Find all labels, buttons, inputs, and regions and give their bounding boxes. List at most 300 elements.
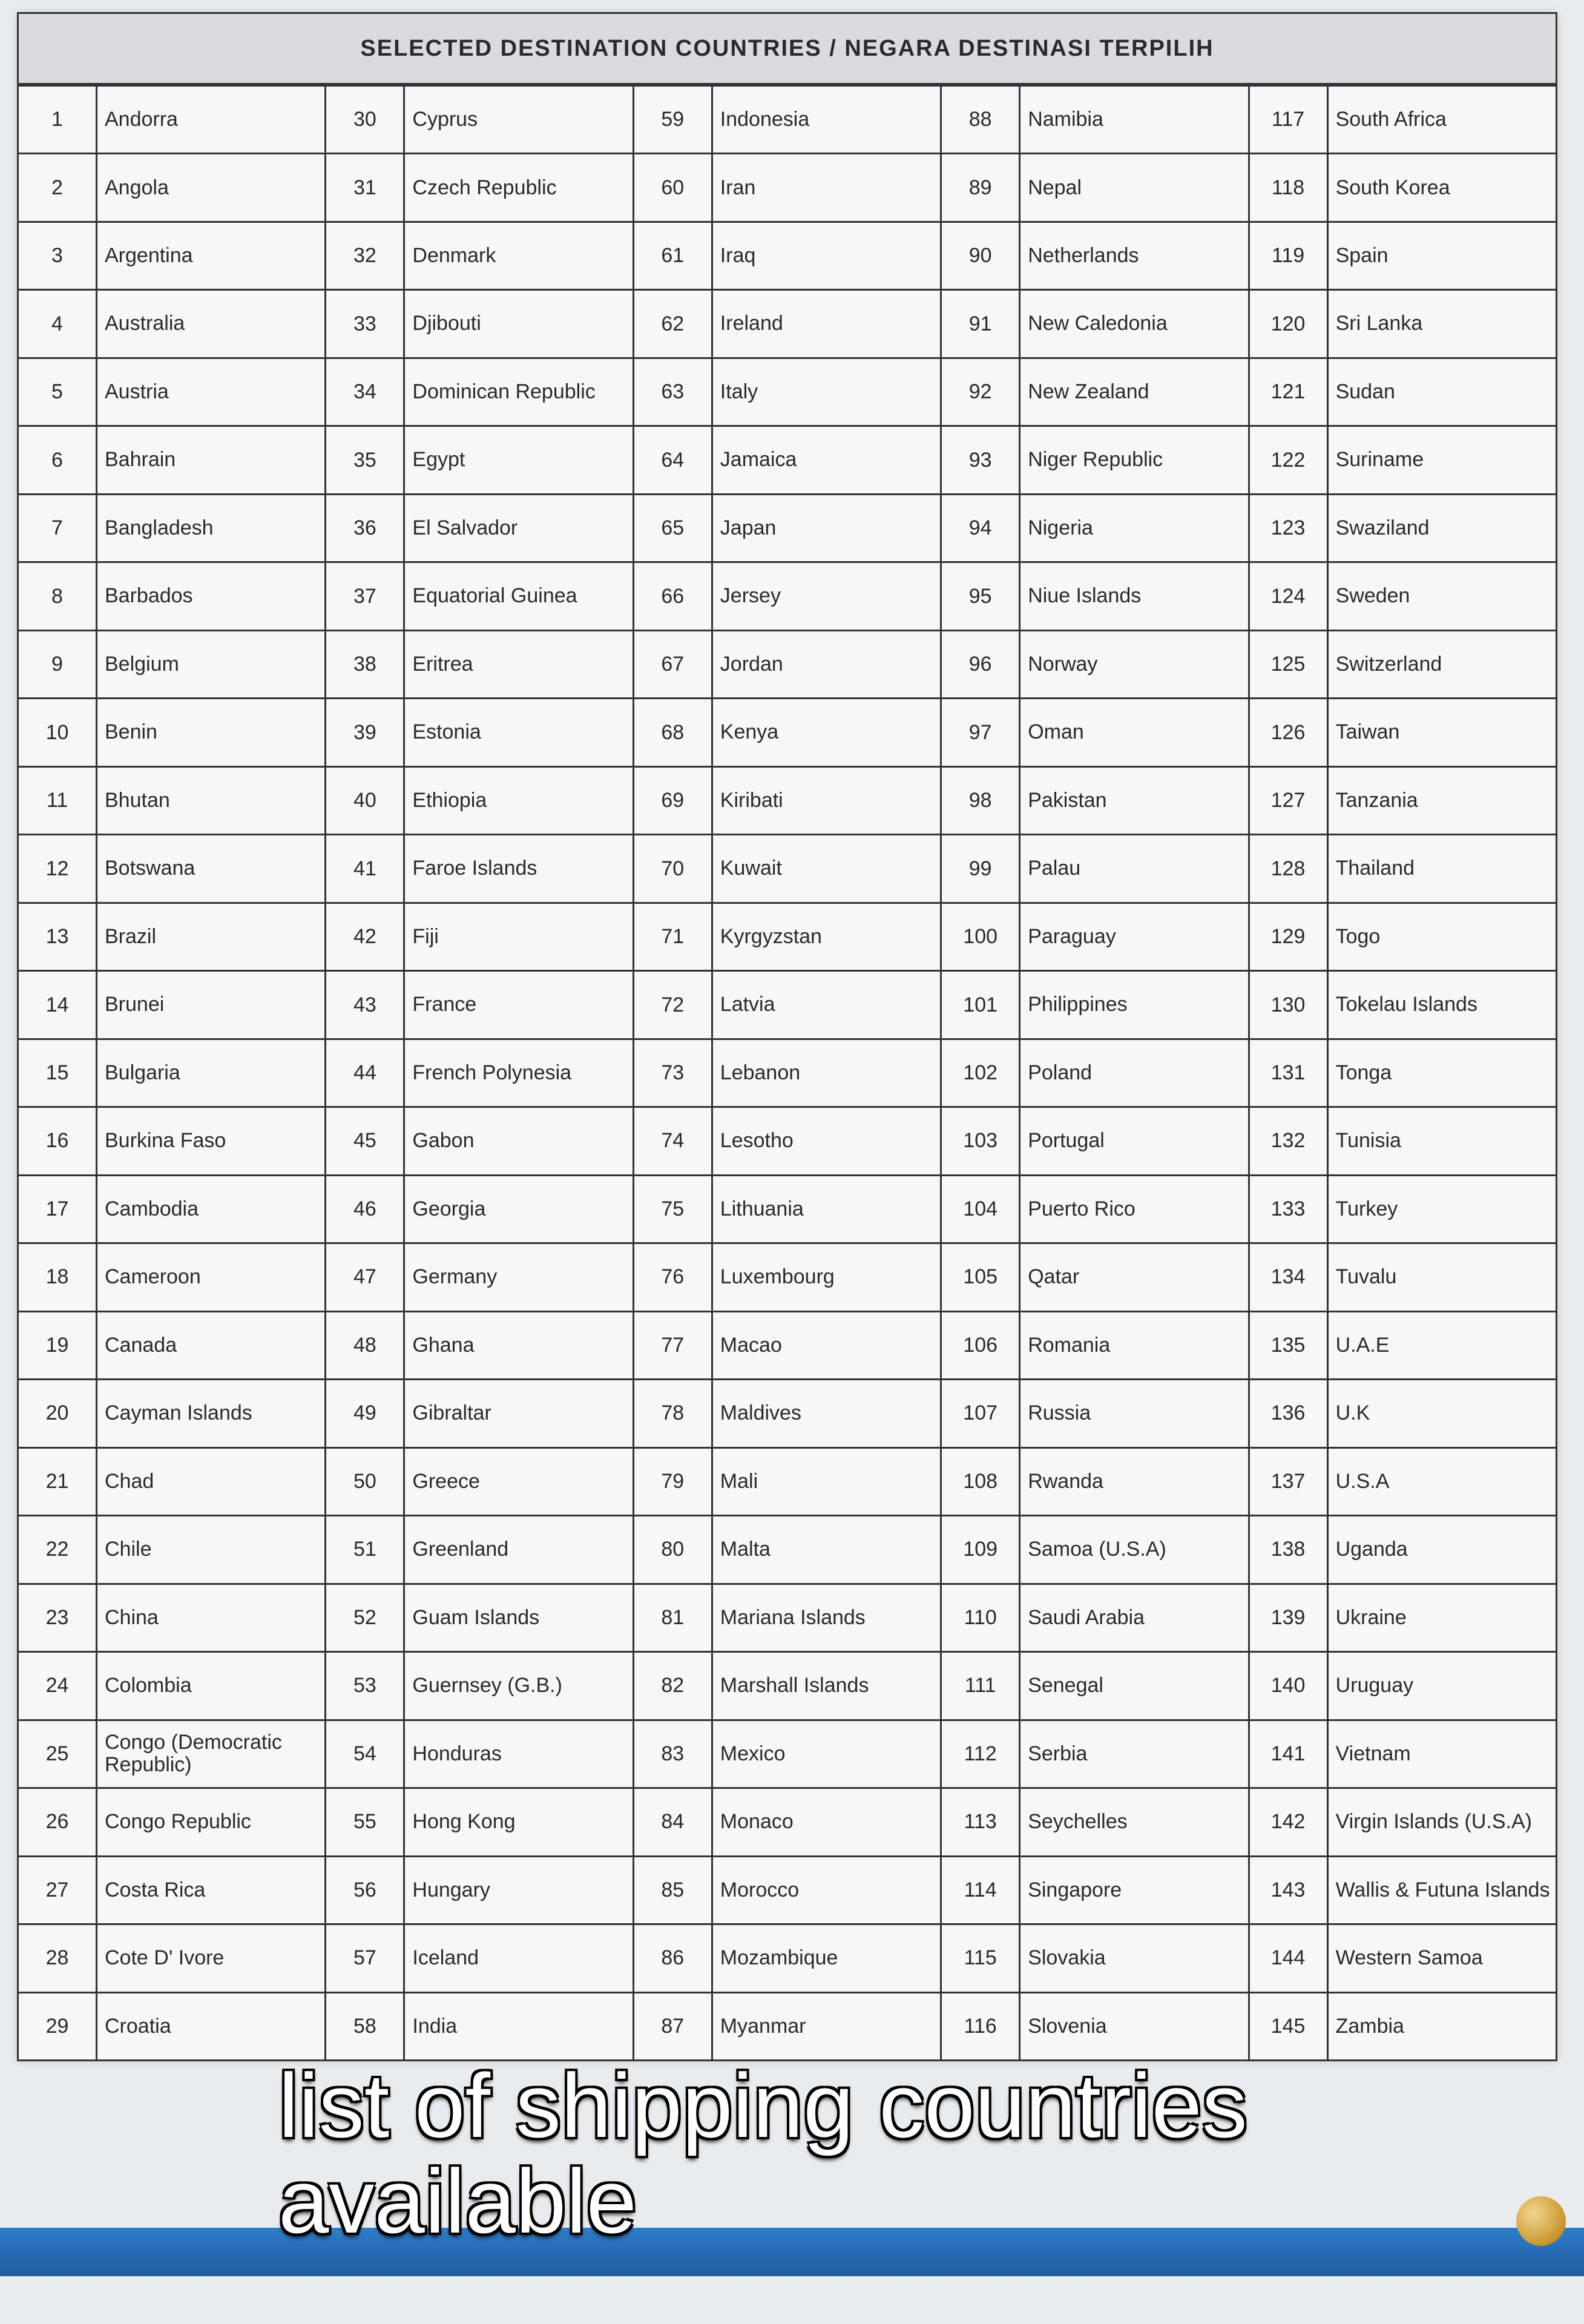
country-row [1250, 1449, 1557, 1516]
country-number: 118 [1250, 154, 1329, 220]
country-name: Tuvalu [1335, 1265, 1397, 1289]
country-name: Djibouti [412, 312, 481, 335]
country-name: Denmark [412, 244, 496, 267]
country-number: 43 [326, 972, 405, 1038]
country-row [326, 904, 634, 972]
country-number: 67 [634, 631, 713, 697]
country-name: Australia [105, 312, 185, 335]
country-row [1250, 1516, 1557, 1584]
country-name: Benin [105, 720, 157, 744]
country-number: 116 [942, 1993, 1020, 2059]
country-number: 86 [634, 1925, 713, 1991]
country-name: Palau [1028, 857, 1081, 880]
country-list-sheet [17, 12, 1557, 2061]
country-row [326, 87, 634, 154]
country-name: Ghana [412, 1333, 475, 1357]
country-name: Saudi Arabia [1028, 1605, 1145, 1629]
country-row [19, 291, 326, 358]
country-row [634, 1516, 942, 1584]
country-number: 27 [19, 1857, 97, 1923]
country-row [326, 1449, 634, 1516]
country-name: Iraq [720, 244, 756, 267]
country-name: New Caledonia [1028, 312, 1168, 335]
country-row [19, 768, 326, 835]
country-number: 64 [634, 427, 713, 493]
country-row [1250, 768, 1557, 835]
country-name: Honduras [412, 1742, 502, 1765]
country-row [19, 495, 326, 563]
country-row [1250, 1721, 1557, 1789]
country-number: 83 [634, 1721, 713, 1787]
country-name: Hungary [412, 1878, 490, 1901]
country-number: 78 [634, 1380, 713, 1446]
country-name: Tunisia [1335, 1129, 1401, 1153]
country-number: 34 [326, 359, 405, 425]
country-number: 104 [942, 1176, 1020, 1242]
country-name: Thailand [1335, 857, 1415, 880]
country-number: 73 [634, 1040, 713, 1106]
country-row [942, 1244, 1249, 1312]
country-number: 115 [942, 1925, 1020, 1991]
country-name: Canada [105, 1333, 177, 1357]
country-name: Samoa (U.S.A) [1028, 1538, 1166, 1561]
country-row [942, 1653, 1249, 1720]
country-number: 144 [1250, 1925, 1329, 1991]
country-name: Turkey [1335, 1197, 1398, 1220]
country-row [326, 1176, 634, 1244]
country-row [634, 87, 942, 154]
country-row [326, 1789, 634, 1857]
country-name: Italy [720, 380, 758, 403]
country-row [1250, 1380, 1557, 1448]
country-row [634, 768, 942, 835]
country-number: 124 [1250, 563, 1329, 629]
country-row [942, 1925, 1249, 1993]
country-number: 71 [634, 904, 713, 970]
country-name: Ethiopia [412, 788, 487, 812]
country-number: 110 [942, 1585, 1020, 1651]
country-name: U.K [1335, 1401, 1370, 1425]
country-name: South Africa [1335, 108, 1447, 131]
country-number: 23 [19, 1585, 97, 1651]
country-number: 1 [19, 87, 97, 153]
country-number: 18 [19, 1244, 97, 1310]
country-name: Andorra [105, 108, 178, 131]
country-row [326, 699, 634, 767]
country-number: 59 [634, 87, 713, 153]
country-number: 119 [1250, 223, 1329, 289]
country-name: Iceland [412, 1946, 479, 1970]
country-row [19, 1585, 326, 1653]
country-number: 88 [942, 87, 1020, 153]
country-number: 58 [326, 1993, 405, 2059]
country-number: 103 [942, 1108, 1020, 1174]
country-row [19, 1380, 326, 1448]
country-name: Congo Republic [105, 1810, 251, 1834]
country-number: 125 [1250, 631, 1329, 697]
country-row [19, 359, 326, 427]
country-name: Guernsey (G.B.) [412, 1674, 562, 1697]
country-row [326, 1857, 634, 1925]
country-row [634, 1993, 942, 2061]
country-number: 55 [326, 1789, 405, 1855]
country-name: Japan [720, 516, 777, 539]
country-row [634, 631, 942, 699]
country-number: 97 [942, 699, 1020, 765]
country-row [326, 427, 634, 495]
country-number: 50 [326, 1449, 405, 1515]
country-name: Austria [105, 380, 169, 403]
country-number: 126 [1250, 699, 1329, 765]
country-row [942, 835, 1249, 903]
country-name: Hong Kong [412, 1810, 516, 1834]
country-name: Chad [105, 1469, 154, 1493]
country-name: Brunei [105, 993, 165, 1016]
country-name: Philippines [1028, 993, 1128, 1016]
country-row [1250, 1176, 1557, 1244]
country-row [942, 1312, 1249, 1380]
country-name: Kenya [720, 720, 779, 744]
country-name: Jamaica [720, 448, 797, 472]
country-row [326, 972, 634, 1039]
photo-caption [278, 2055, 1247, 2252]
country-name: Sri Lanka [1335, 312, 1423, 335]
country-name: Taiwan [1335, 720, 1400, 744]
country-number: 72 [634, 972, 713, 1038]
country-number: 14 [19, 972, 97, 1038]
country-name: Iran [720, 176, 756, 199]
country-row [942, 291, 1249, 358]
country-name: Croatia [105, 2014, 171, 2038]
country-row [634, 972, 942, 1039]
country-name: Tonga [1335, 1061, 1392, 1084]
country-row [19, 835, 326, 903]
country-row [326, 768, 634, 835]
country-name: Mali [720, 1469, 758, 1493]
country-name: Spain [1335, 244, 1388, 267]
country-number: 26 [19, 1789, 97, 1855]
country-name: Poland [1028, 1061, 1093, 1084]
country-name: Dominican Republic [412, 380, 596, 403]
country-row [1250, 87, 1557, 154]
country-name: Tokelau Islands [1335, 993, 1477, 1016]
country-row [634, 1108, 942, 1176]
country-name: Sweden [1335, 584, 1410, 608]
country-number: 9 [19, 631, 97, 697]
country-number: 2 [19, 154, 97, 220]
country-name: Estonia [412, 720, 481, 744]
country-row [19, 1312, 326, 1380]
country-row [19, 563, 326, 631]
country-name: Jersey [720, 584, 781, 608]
country-row [19, 1516, 326, 1584]
country-number: 35 [326, 427, 405, 493]
country-row [634, 427, 942, 495]
country-row [326, 1312, 634, 1380]
country-row [942, 904, 1249, 972]
country-number: 45 [326, 1108, 405, 1174]
country-row [634, 1857, 942, 1925]
country-number: 109 [942, 1516, 1020, 1582]
country-number: 41 [326, 835, 405, 901]
country-number: 5 [19, 359, 97, 425]
country-row [19, 87, 326, 154]
country-number: 61 [634, 223, 713, 289]
country-name: Suriname [1335, 448, 1424, 472]
country-number: 122 [1250, 427, 1329, 493]
country-number: 7 [19, 495, 97, 561]
country-row [942, 87, 1249, 154]
country-name: Slovenia [1028, 2014, 1107, 2038]
country-row [326, 1244, 634, 1312]
country-name: Senegal [1028, 1674, 1103, 1697]
country-number: 15 [19, 1040, 97, 1106]
country-row [634, 495, 942, 563]
country-row [1250, 1993, 1557, 2061]
country-name: Puerto Rico [1028, 1197, 1135, 1220]
country-number: 40 [326, 768, 405, 834]
country-name: Virgin Islands (U.S.A) [1335, 1810, 1532, 1834]
country-name: Lebanon [720, 1061, 801, 1084]
country-name: Faroe Islands [412, 857, 537, 880]
country-number: 54 [326, 1721, 405, 1787]
country-number: 6 [19, 427, 97, 493]
country-name: El Salvador [412, 516, 518, 539]
country-name: Bahrain [105, 448, 176, 472]
country-row [1250, 699, 1557, 767]
country-name: Pakistan [1028, 788, 1107, 812]
country-number: 131 [1250, 1040, 1329, 1106]
country-name: Bhutan [105, 788, 170, 812]
country-name: Portugal [1028, 1129, 1105, 1153]
country-number: 101 [942, 972, 1020, 1038]
country-row [326, 1516, 634, 1584]
country-number: 121 [1250, 359, 1329, 425]
country-row [634, 1925, 942, 1993]
country-number: 65 [634, 495, 713, 561]
country-number: 38 [326, 631, 405, 697]
country-number: 106 [942, 1312, 1020, 1378]
country-number: 117 [1250, 87, 1329, 153]
country-name: Equatorial Guinea [412, 584, 577, 608]
country-name: Lithuania [720, 1197, 804, 1220]
country-name: New Zealand [1028, 380, 1149, 403]
country-number: 25 [19, 1721, 97, 1787]
country-name: Cote D' Ivore [105, 1946, 225, 1970]
country-number: 145 [1250, 1993, 1329, 2059]
country-number: 3 [19, 223, 97, 289]
country-number: 52 [326, 1585, 405, 1651]
country-name: Cambodia [105, 1197, 199, 1220]
country-row [634, 1449, 942, 1516]
country-number: 66 [634, 563, 713, 629]
country-number: 75 [634, 1176, 713, 1242]
country-name: Serbia [1028, 1742, 1088, 1765]
country-number: 57 [326, 1925, 405, 1991]
country-name: Bangladesh [105, 516, 214, 539]
country-row [634, 1789, 942, 1857]
country-row [19, 1857, 326, 1925]
country-name: U.S.A [1335, 1469, 1390, 1493]
country-row [634, 1721, 942, 1789]
country-row [19, 154, 326, 222]
country-number: 49 [326, 1380, 405, 1446]
country-row [634, 1040, 942, 1108]
country-row [1250, 835, 1557, 903]
country-row [634, 223, 942, 291]
country-number: 127 [1250, 768, 1329, 834]
country-number: 28 [19, 1925, 97, 1991]
country-name: Botswana [105, 857, 196, 880]
country-row [942, 1380, 1249, 1448]
country-row [326, 1108, 634, 1176]
country-row [942, 1516, 1249, 1584]
country-name: Paraguay [1028, 924, 1116, 948]
country-row [942, 495, 1249, 563]
country-row [1250, 631, 1557, 699]
country-name: Togo [1335, 924, 1381, 948]
country-name: Kyrgyzstan [720, 924, 822, 948]
country-name: Gibraltar [412, 1401, 491, 1425]
country-row [942, 1993, 1249, 2061]
country-row [326, 1585, 634, 1653]
country-row [326, 495, 634, 563]
country-row [634, 154, 942, 222]
country-number: 16 [19, 1108, 97, 1174]
country-number: 53 [326, 1653, 405, 1719]
country-number: 11 [19, 768, 97, 834]
country-row [634, 1176, 942, 1244]
country-name: Costa Rica [105, 1878, 206, 1901]
country-name: Russia [1028, 1401, 1091, 1425]
country-name: Namibia [1028, 108, 1103, 131]
country-number: 100 [942, 904, 1020, 970]
country-row [19, 1244, 326, 1312]
country-name: Uganda [1335, 1538, 1408, 1561]
country-row [19, 1653, 326, 1720]
country-number: 82 [634, 1653, 713, 1719]
country-name: Ireland [720, 312, 783, 335]
country-number: 74 [634, 1108, 713, 1174]
country-number: 8 [19, 563, 97, 629]
country-row [634, 1380, 942, 1448]
country-row [1250, 1925, 1557, 1993]
country-name: Niue Islands [1028, 584, 1142, 608]
country-number: 39 [326, 699, 405, 765]
country-number: 102 [942, 1040, 1020, 1106]
country-number: 92 [942, 359, 1020, 425]
country-number: 135 [1250, 1312, 1329, 1378]
country-name: Greece [412, 1469, 480, 1493]
country-row [942, 563, 1249, 631]
country-row [942, 1789, 1249, 1857]
country-row [942, 359, 1249, 427]
country-name: South Korea [1335, 176, 1450, 199]
country-number: 96 [942, 631, 1020, 697]
country-name: Congo (Democratic Republic) [105, 1730, 282, 1777]
country-name: Nepal [1028, 176, 1082, 199]
country-number: 44 [326, 1040, 405, 1106]
country-row [634, 699, 942, 767]
country-number: 76 [634, 1244, 713, 1310]
country-number: 69 [634, 768, 713, 834]
country-row [19, 699, 326, 767]
country-name: France [412, 993, 477, 1016]
country-number: 93 [942, 427, 1020, 493]
country-name: Kuwait [720, 857, 782, 880]
country-number: 37 [326, 563, 405, 629]
country-row [19, 1449, 326, 1516]
country-number: 63 [634, 359, 713, 425]
country-row [942, 1449, 1249, 1516]
country-row [19, 1789, 326, 1857]
country-name: Zambia [1335, 2014, 1404, 2038]
country-name: Morocco [720, 1878, 800, 1901]
country-row [1250, 1789, 1557, 1857]
country-name: Cyprus [412, 108, 478, 131]
country-row [19, 223, 326, 291]
country-row [1250, 291, 1557, 358]
push-pin-icon [1516, 2196, 1566, 2246]
country-row [326, 154, 634, 222]
country-row [19, 1993, 326, 2061]
country-row [1250, 359, 1557, 427]
country-name: Germany [412, 1265, 498, 1289]
country-number: 99 [942, 835, 1020, 901]
country-name: Burkina Faso [105, 1129, 226, 1153]
country-name: Vietnam [1335, 1742, 1411, 1765]
country-row [634, 291, 942, 358]
country-number: 22 [19, 1516, 97, 1582]
country-number: 114 [942, 1857, 1020, 1923]
country-number: 98 [942, 768, 1020, 834]
country-number: 136 [1250, 1380, 1329, 1446]
country-row [1250, 563, 1557, 631]
country-name: Egypt [412, 448, 465, 472]
country-number: 129 [1250, 904, 1329, 970]
country-number: 134 [1250, 1244, 1329, 1310]
country-name: Fiji [412, 924, 439, 948]
country-row [1250, 495, 1557, 563]
country-name: Lesotho [720, 1129, 794, 1153]
country-name: Mariana Islands [720, 1605, 866, 1629]
country-name: Indonesia [720, 108, 810, 131]
country-number: 30 [326, 87, 405, 153]
country-number: 95 [942, 563, 1020, 629]
country-row [1250, 1040, 1557, 1108]
country-number: 56 [326, 1857, 405, 1923]
country-row [326, 563, 634, 631]
country-name: Chile [105, 1538, 152, 1561]
country-name: Kiribati [720, 788, 783, 812]
country-row [634, 359, 942, 427]
country-name: Romania [1028, 1333, 1111, 1357]
country-number: 77 [634, 1312, 713, 1378]
country-name: Barbados [105, 584, 193, 608]
country-name: Belgium [105, 652, 179, 676]
country-name: Slovakia [1028, 1946, 1106, 1970]
country-row [634, 1244, 942, 1312]
country-row [326, 1993, 634, 2061]
country-row [942, 427, 1249, 495]
country-number: 31 [326, 154, 405, 220]
country-name: Brazil [105, 924, 157, 948]
country-name: Luxembourg [720, 1265, 835, 1289]
country-number: 81 [634, 1585, 713, 1651]
country-row [326, 223, 634, 291]
country-name: Mexico [720, 1742, 786, 1765]
country-row [326, 359, 634, 427]
